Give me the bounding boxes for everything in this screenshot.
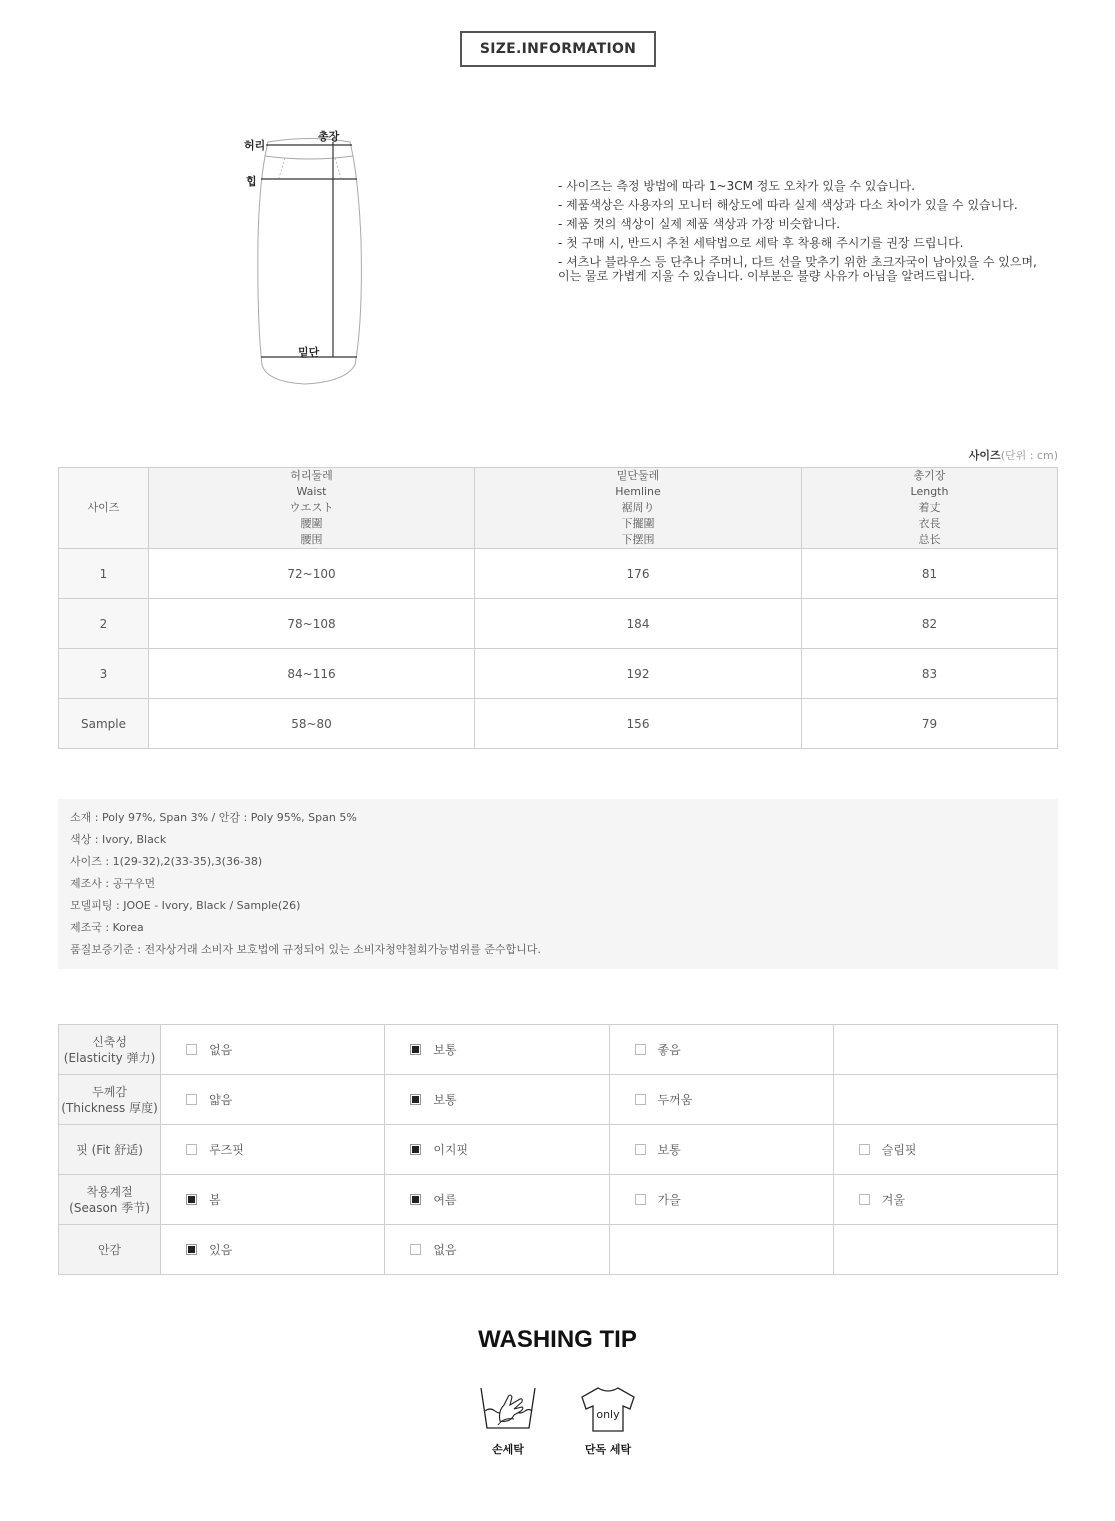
- product-info: [58, 799, 1058, 969]
- table-cell: 79: [802, 699, 1058, 749]
- fabric-option-label: 보통: [433, 1093, 457, 1107]
- fabric-option-cell: [161, 1225, 385, 1275]
- washing-tip-title: WASHING TIP: [478, 1326, 637, 1353]
- fabric-option-label: 여름: [433, 1193, 457, 1207]
- fabric-option-label: 이지핏: [433, 1143, 469, 1157]
- info-line: 제조사 : 공구우먼: [70, 877, 156, 890]
- checked-checkbox[interactable]: [186, 1244, 197, 1255]
- size-table: [58, 467, 1058, 749]
- info-line: 소재 : Poly 97%, Span 3% / 안감 : Poly 95%, Span 5%: [70, 811, 357, 824]
- table-cell: 82: [802, 599, 1058, 649]
- unchecked-checkbox[interactable]: [635, 1144, 646, 1155]
- unit-label: [969, 447, 1058, 463]
- checked-checkbox[interactable]: [186, 1194, 197, 1205]
- hip-label: 힙: [246, 175, 257, 188]
- wash-separately-caption: 단독 세탁: [584, 1443, 632, 1456]
- note-item: - 첫 구매 시, 반드시 추천 세탁법으로 세탁 후 착용해 주시기를 권장 드립니다.: [558, 236, 964, 250]
- fabric-option-cell: [385, 1125, 609, 1175]
- fabric-row-label: 신축성 (Elasticity 弹力): [59, 1025, 161, 1075]
- hand-wash-icon: [478, 1385, 538, 1435]
- hem-label: 밑단: [298, 346, 320, 359]
- fabric-option-label: 슬림핏: [881, 1143, 917, 1157]
- unchecked-checkbox[interactable]: [635, 1194, 646, 1205]
- size-table-header: [59, 468, 1058, 549]
- size-column-header: 사이즈: [59, 468, 149, 549]
- size-cell: Sample: [59, 699, 149, 749]
- fabric-row: [59, 1025, 1058, 1075]
- unchecked-checkbox[interactable]: [186, 1144, 197, 1155]
- checked-checkbox[interactable]: [410, 1194, 421, 1205]
- fabric-option-label: 가을: [657, 1193, 681, 1207]
- fabric-row-label: 안감: [59, 1225, 161, 1275]
- table-cell: 83: [802, 649, 1058, 699]
- table-row: [59, 599, 1058, 649]
- unit-detail: (단위 : cm): [1000, 449, 1058, 462]
- hand-wash-item: [478, 1385, 538, 1457]
- fabric-option-label: 없음: [209, 1043, 233, 1057]
- unit-title: 사이즈: [968, 449, 1001, 462]
- fabric-row: [59, 1175, 1058, 1225]
- fabric-option-cell: [609, 1025, 833, 1075]
- table-row: [59, 649, 1058, 699]
- waist-column-header: 허리둘레 Waist ウエスト 腰圍 腰围: [149, 468, 475, 549]
- table-cell: 84~116: [149, 649, 475, 699]
- fabric-option-cell: [385, 1025, 609, 1075]
- unchecked-checkbox[interactable]: [186, 1044, 197, 1055]
- fabric-option-cell: [833, 1175, 1057, 1225]
- size-cell: 2: [59, 599, 149, 649]
- table-row: [59, 549, 1058, 599]
- fabric-option-label: 두꺼움: [657, 1093, 693, 1107]
- size-cell: 3: [59, 649, 149, 699]
- fabric-option-label: 보통: [657, 1143, 681, 1157]
- note-item: - 제품 컷의 색상이 실제 제품 색상과 가장 비슷합니다.: [558, 217, 841, 231]
- fabric-attributes-table: [58, 1024, 1058, 1275]
- fabric-row-label: 두께감 (Thickness 厚度): [59, 1075, 161, 1125]
- unchecked-checkbox[interactable]: [859, 1144, 870, 1155]
- fabric-option-cell: [385, 1175, 609, 1225]
- table-cell: 192: [475, 649, 802, 699]
- fabric-option-cell: [833, 1125, 1057, 1175]
- fabric-option-cell: [609, 1125, 833, 1175]
- fabric-row: [59, 1125, 1058, 1175]
- unchecked-checkbox[interactable]: [410, 1244, 421, 1255]
- unchecked-checkbox[interactable]: [635, 1044, 646, 1055]
- fabric-option-label: 있음: [209, 1243, 233, 1257]
- fabric-option-cell: [833, 1075, 1057, 1125]
- unchecked-checkbox[interactable]: [186, 1094, 197, 1105]
- table-cell: 176: [475, 549, 802, 599]
- table-cell: 156: [475, 699, 802, 749]
- fabric-option-label: 좋음: [657, 1043, 681, 1057]
- table-cell: 81: [802, 549, 1058, 599]
- skirt-diagram: [235, 120, 385, 400]
- fabric-option-cell: [833, 1225, 1057, 1275]
- hemline-column-header: 밑단둘레 Hemline 裾周り 下擺圍 下摆围: [475, 468, 802, 549]
- table-cell: 184: [475, 599, 802, 649]
- fabric-option-cell: [609, 1225, 833, 1275]
- size-notes: [558, 177, 1048, 283]
- fabric-option-label: 얇음: [209, 1093, 233, 1107]
- size-cell: 1: [59, 549, 149, 599]
- fabric-option-label: 봄: [209, 1193, 221, 1207]
- hand-wash-caption: 손세탁: [492, 1443, 524, 1456]
- only-text: only: [596, 1408, 620, 1421]
- fabric-option-cell: [833, 1025, 1057, 1075]
- unchecked-checkbox[interactable]: [859, 1194, 870, 1205]
- fabric-row-label: 착용계절 (Season 季节): [59, 1175, 161, 1225]
- fabric-row-label: 핏 (Fit 舒适): [59, 1125, 161, 1175]
- note-item: - 사이즈는 측정 방법에 따라 1~3CM 정도 오차가 있을 수 있습니다.: [558, 179, 915, 193]
- table-cell: 72~100: [149, 549, 475, 599]
- table-row: [59, 699, 1058, 749]
- fabric-row: [59, 1225, 1058, 1275]
- fabric-row: [59, 1075, 1058, 1125]
- note-item: - 셔츠나 블라우스 등 단추나 주머니, 다트 선을 맞추기 위한 초크자국이 남아있을 수 있으며, 이는 물로 가볍게 지울 수 있습니다. 이부분은 불량 사유가 아님을 알려드립니다.: [558, 255, 1037, 283]
- checked-checkbox[interactable]: [410, 1094, 421, 1105]
- info-line: 모델피팅 : JOOE - Ivory, Black / Sample(26): [70, 899, 301, 912]
- table-cell: 78~108: [149, 599, 475, 649]
- length-column-header: 총기장 Length 着丈 衣長 总长: [802, 468, 1058, 549]
- note-item: - 제품색상은 사용자의 모니터 해상도에 따라 실제 색상과 다소 차이가 있을 수 있습니다.: [558, 198, 1018, 212]
- length-label: 총장: [318, 130, 340, 143]
- tshirt-icon: [578, 1385, 638, 1435]
- unchecked-checkbox[interactable]: [635, 1094, 646, 1105]
- page-title: SIZE.INFORMATION: [460, 31, 656, 67]
- checked-checkbox[interactable]: [410, 1144, 421, 1155]
- fabric-option-cell: [609, 1175, 833, 1225]
- fabric-option-cell: [161, 1025, 385, 1075]
- fabric-option-cell: [161, 1075, 385, 1125]
- fabric-option-label: 없음: [433, 1243, 457, 1257]
- fabric-option-cell: [161, 1125, 385, 1175]
- fabric-option-label: 겨울: [881, 1193, 905, 1207]
- fabric-option-label: 루즈핏: [209, 1143, 244, 1157]
- info-line: 품질보증기준 : 전자상거래 소비자 보호법에 규정되어 있는 소비자청약철회가능범위를 준수합니다.: [70, 943, 541, 956]
- wash-separately-item: [578, 1385, 638, 1457]
- fabric-option-cell: [385, 1075, 609, 1125]
- fabric-option-cell: [609, 1075, 833, 1125]
- fabric-option-label: 보통: [433, 1043, 457, 1057]
- waist-label: 허리: [244, 139, 266, 152]
- checked-checkbox[interactable]: [410, 1044, 421, 1055]
- fabric-option-cell: [161, 1175, 385, 1225]
- info-line: 제조국 : Korea: [70, 921, 144, 934]
- info-line: 사이즈 : 1(29-32),2(33-35),3(36-38): [70, 855, 263, 868]
- info-line: 색상 : Ivory, Black: [70, 833, 167, 846]
- table-cell: 58~80: [149, 699, 475, 749]
- fabric-option-cell: [385, 1225, 609, 1275]
